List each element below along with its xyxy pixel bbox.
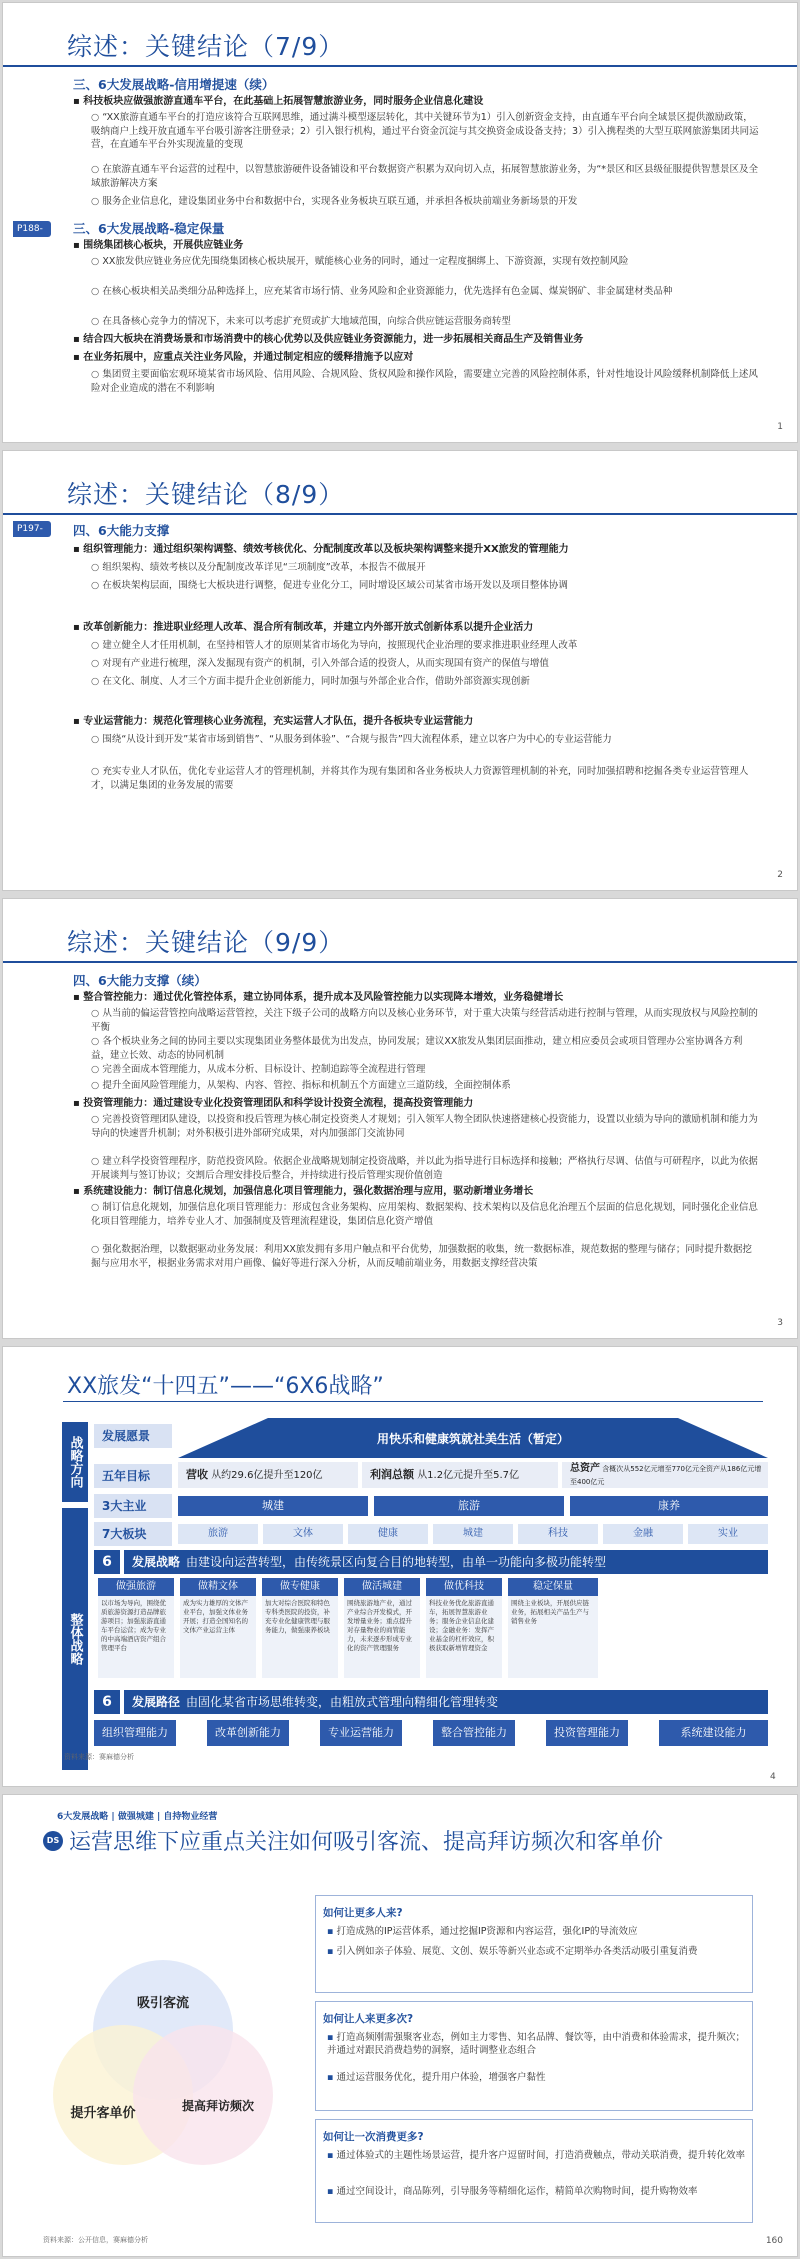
venn-circle-frequency [133, 2025, 273, 2165]
capability-box: 专业运营能力 [320, 1720, 402, 1746]
block-pill: 健康 [348, 1524, 428, 1544]
capability-box: 整合管控能力 [433, 1720, 515, 1746]
question-item: ▪ 通过运营服务优化，提升用户体验，增强客户黏性 [327, 2071, 747, 2084]
question-item: ▪ 通过体验式的主题性场景运营，提升客户逗留时间，打造消费触点，带动关联消费，提升转化效率 [327, 2149, 747, 2162]
strategy-column: 稳定保量 围绕主业板块，开展供应链业务，拓展相关产品生产与销售业务 [508, 1578, 598, 1678]
strategy-column: 做强旅游 以市场为导向，围绕优质旅游资源打造品牌旅游项目；加强旅游直通车平台运营；成为专业的中高端酒店资产组合管理平台 [98, 1578, 174, 1678]
sub-point: ○ 服务企业信息化，建设集团业务中台和数据中台，实现各业务板块互联互通，并承担各板块前端业务新场景的开发 [91, 195, 761, 209]
capability-box: 系统建设能力 [659, 1720, 768, 1746]
slide-summary-9 [2, 898, 798, 1339]
strategy-column: 做活城建 围绕旅游地产业，通过产业综合开发模式，开发增量业务；重点提升对存量物业的商管能力，未来逐步形成专业化的资产管理服务 [344, 1578, 420, 1678]
goal-assets: 总资产 含概次从552亿元增至770亿元全资产从186亿元增至400亿元 [562, 1462, 768, 1488]
venn-label-traffic: 吸引客流 [136, 1995, 190, 2010]
sub-point: ○ 围绕“从设计到开发”某省市场到销售”、“从服务到体验”、“合规与报告”四大流程体系，建立以客户为中心的专业运营能力 [91, 733, 761, 747]
sub-point: ○ 提升全面风险管理能力，从架构、内容、管控、指标和机制五个方面建立三道防线，全面控制体系 [91, 1079, 761, 1093]
sub-point: ○ “XX旅游直通车平台的打造应该符合互联网思维，通过满斗模型逐层转化，其中关键环节为1）引入创新资金支持，由直通车平台向全域景区提供激励政策，吸纳商户上线开放直通车平台吸引游客注册登录；2）引入银行机构，通过平台资金沉淀与其交换资金成设备支持；3）引入携程类的大型互联网旅游集团共同运营，在直通车平台外实现流量的变现 [91, 111, 761, 152]
sub-point: ○ 在具备核心竞争力的情况下，未来可以考虑扩充贸或扩大地域范围，向综合供应链运营服务商转型 [91, 315, 761, 329]
side-label-vision: 战略方向 [62, 1422, 88, 1502]
slide-title: 综述：关键结论（8/9） [67, 480, 345, 509]
key-point: ▪ 组织管理能力：通过组织架构调整、绩效考核优化、分配制度改革以及板块架构调整来提升XX旅发的管理能力 [73, 543, 773, 557]
venn-diagram [43, 1945, 303, 2175]
title-divider [3, 961, 798, 963]
sub-point: ○ 在板块架构层面，围绕七大板块进行调整，促进专业化分工，同时增设区域公司某省市场开发以及项目整体协调 [91, 579, 761, 593]
strategy-column: 做专健康 加大对综合医院和特色专科类医院的投资，补充专业化健康管理与服务能力，做强康养板块 [262, 1578, 338, 1678]
capability-box: 改革创新能力 [207, 1720, 289, 1746]
key-point: ▪ 投资管理能力：通过建设专业化投资管理团队和科学设计投资全流程，提高投资管理能力 [73, 1097, 773, 1111]
sub-point: ○ 在旅游直通车平台运营的过程中，以智慧旅游硬件设备铺设和平台数据资产积累为双向切入点，拓展智慧旅游业务，为“*景区和区县级征服提供智慧景区及全域旅游解决方案 [91, 163, 761, 190]
capability-band: 发展路径 由固化某省市场思维转变，由粗放式管理向精细化管理转变 [124, 1690, 768, 1714]
question-item: ▪ 打造高频刚需强聚客业态，例如主力零售、知名品牌、餐饮等，由中消费和体验需求，提升频次；并通过对跟民消费趋势的洞察，适时调整业态组合 [327, 2031, 747, 2057]
block-pill: 文体 [263, 1524, 343, 1544]
key-point: ▪ 改革创新能力：推进职业经理人改革、混合所有制改革，并建立内外部开放式创新体系以提升企业活力 [73, 621, 773, 635]
capability-box: 投资管理能力 [546, 1720, 628, 1746]
dev-strategy-band: 发展战略 由建设向运营转型，由传统景区向复合目的地转型，由单一功能向多极功能转型 [124, 1550, 768, 1574]
block-pill: 科技 [518, 1524, 598, 1544]
block-pill: 实业 [688, 1524, 768, 1544]
capability-count: 6 [94, 1690, 120, 1714]
question-heading: 如何让人来更多次? [323, 2013, 414, 2025]
slide-title: XX旅发“十四五”——“6X6战略” [67, 1374, 384, 1399]
row-label-goal: 五年目标 [94, 1464, 172, 1488]
strategy-count: 6 [94, 1550, 120, 1574]
strategy-column: 做优科技 科技业务优化旅游直通车，拓展智慧旅游业务；服务企业信息化建设；金融业务：发挥产业基金的杠杆效应，积极获取新增管理资金 [426, 1578, 502, 1678]
sub-point: ○ 组织架构、绩效考核以及分配制度改革详见“三项制度”改革，本报告不做展开 [91, 561, 761, 575]
main-business: 城建 [178, 1496, 368, 1516]
sub-point: ○ 各个板块业务之间的协同主要以实现集团业务整体最优为出发点，协同发展；建议XX旅发从集团层面推动，建立相应委员会或项目管理办公室协调各方利益，建立长效、动态的协同机制 [91, 1035, 761, 1062]
key-point: ▪ 专业运营能力：规范化管理核心业务流程，充实运营人才队伍，提升各板块专业运营能力 [73, 715, 773, 729]
goal-revenue: 营收 从约29.6亿提升至120亿 [178, 1462, 358, 1488]
sub-point: ○ 强化数据治理，以数据驱动业务发展：利用XX旅发拥有多用户触点和平台优势，加强数据的收集，统一数据标准，规范数据的整理与储存；同时提升数据挖掘与应用水平，根据业务需求对用户画像、偏好等进行深入分析，从而反哺前端业务，用数据支撑经营决策 [91, 1243, 761, 1270]
question-item: ▪ 通过空间设计，商品陈列，引导服务等精细化运作，精简单次购物时间，提升购物效率 [327, 2185, 747, 2198]
main-business: 旅游 [374, 1496, 564, 1516]
sub-point: ○ XX旅发供应链业务应优先围绕集团核心板块展开，赋能核心业务的同时，通过一定程度捆绑上、下游资源，实现有效控制风险 [91, 255, 761, 269]
venn-label-spend: 提升客单价 [70, 2105, 136, 2120]
block-pill: 金融 [603, 1524, 683, 1544]
section-badge: DS [43, 1831, 63, 1851]
section-heading: 四、6大能力支撑（续） [73, 973, 207, 988]
block-pill: 旅游 [178, 1524, 258, 1544]
slide-operation-focus [2, 1794, 798, 2257]
block-pill: 城建 [433, 1524, 513, 1544]
key-point: ▪ 系统建设能力：制订信息化规划，加强信息化项目管理能力，强化数据治理与应用，驱动新增业务增长 [73, 1185, 773, 1199]
key-point: ▪ 在业务拓展中，应重点关注业务风险，并通过制定相应的缓释措施予以应对 [73, 351, 773, 365]
strategy-column: 做精文体 成为实力雄厚的文体产业平台，加强文体业务开展；打造全国知名的文体产业运营主体 [180, 1578, 256, 1678]
key-point: ▪ 科技板块应做强旅游直通车平台，在此基础上拓展智慧旅游业务，同时服务企业信息化建设 [73, 95, 773, 109]
source-note: 资料来源：公开信息，赛麻德分析 [43, 2236, 148, 2244]
question-heading: 如何让更多人来? [323, 1907, 403, 1919]
page-number: 3 [777, 1318, 783, 1328]
source-note: 资料来源：赛麻德分析 [64, 1753, 134, 1761]
page-number: 2 [777, 870, 783, 880]
sub-point: ○ 制订信息化规划，加强信息化项目管理能力：形成包含业务架构、应用架构、数据架构、技术架构以及信息化治理五个层面的信息化规划，同时强化企业信息化项目管理能力，培养专业人才、加强制度及管理流程建设，集团信息化资产增值 [91, 1201, 761, 1228]
section-heading: 四、6大能力支撑 [73, 523, 170, 538]
breadcrumb: 6大发展战略 | 做强城建 | 自持物业经营 [57, 1812, 218, 1822]
sub-point: ○ 在文化、制度、人才三个方面丰提升企业创新能力，同时加强与外部企业合作，借助外部资源实现创新 [91, 675, 761, 689]
row-label-blocks: 7大板块 [94, 1522, 172, 1546]
capability-box: 组织管理能力 [94, 1720, 176, 1746]
sub-point: ○ 集团贸主要面临宏观环境某省市场风险、信用风险、合规风险、货权风险和操作风险，需要建立完善的风险控制体系，针对性地设计风险缓释机制降低上述风险对企业造成的潜在不利影响 [91, 368, 761, 395]
title-divider [63, 1401, 763, 1402]
row-label-main: 3大主业 [94, 1494, 172, 1518]
main-business: 康养 [570, 1496, 768, 1516]
slide-summary-7 [2, 2, 798, 443]
goal-profit: 利润总额 从1.2亿元提升至5.7亿 [362, 1462, 558, 1488]
page-number: 160 [765, 2236, 783, 2246]
question-item: ▪ 引入例如亲子体验、展览、文创、娱乐等新兴业态或不定期举办各类活动吸引重复消费 [327, 1945, 747, 1958]
key-point: ▪ 围绕集团核心板块，开展供应链业务 [73, 239, 773, 253]
title-divider [3, 65, 798, 67]
vision-text: 用快乐和健康筑就社美生活（暂定） [376, 1432, 569, 1446]
page-reference-tag: P188- [13, 221, 51, 237]
page-number: 1 [777, 422, 783, 432]
slide-title: 综述：关键结论（7/9） [67, 32, 345, 61]
slide-title: 综述：关键结论（9/9） [67, 928, 345, 957]
question-heading: 如何让一次消费更多? [323, 2131, 424, 2143]
row-label-vision: 发展愿景 [94, 1424, 172, 1448]
sub-point: ○ 在核心板块相关品类细分品种选择上，应充某省市场行情、业务风险和企业资源能力，优先选择有色金属、煤炭钢矿、非金属建材类品种 [91, 285, 761, 299]
section-heading: 三、6大发展战略-稳定保量 [73, 221, 225, 236]
section-heading: 三、6大发展战略-信用增提速（续） [73, 77, 275, 92]
venn-label-frequency: 提高拜访频次 [181, 2099, 255, 2113]
sub-point: ○ 建立科学投资管理程序，防范投资风险。依据企业战略规划制定投资战略，并以此为指导进行目标选择和接触；严格执行尽调、估值与可研程序，以此为依据开展谈判与签订协议；交割后合理安排投后整合，并持续进行投后管理实现价值创造 [91, 1155, 761, 1182]
page-number: 4 [770, 1772, 776, 1782]
sub-point: ○ 从当前的偏运营管控向战略运营管控，关注下级子公司的战略方向以及核心业务环节，对于重大决策与经营活动进行控制与管理，从而实现放权与风险控制的平衡 [91, 1007, 761, 1034]
sub-point: ○ 对现有产业进行梳理，深入发掘现有资产的机制，引入外部合适的投资人，从而实现国有资产的保值与增值 [91, 657, 761, 671]
sub-point: ○ 完善全面成本管理能力，从成本分析、目标设计、控制追踪等全流程进行管理 [91, 1063, 761, 1077]
page-reference-tag: P197- [13, 521, 51, 537]
slide-summary-8 [2, 450, 798, 891]
key-point: ▪ 结合四大板块在消费场景和市场消费中的核心优势以及供应链业务资源能力，进一步拓展相关商品生产及销售业务 [73, 333, 773, 347]
sub-point: ○ 完善投资管理团队建设，以投资和投后管理为核心制定投资类人才规划；引入领军人物全团队快速搭建核心投资能力，设置以业绩为导向的激励机制和能力为导向的快速晋升机制；对外积极引进外部研究成果，对内加强部门交流协同 [91, 1113, 761, 1140]
title-divider [3, 513, 798, 515]
sub-point: ○ 充实专业人才队伍，优化专业运营人才的管理机制，并将其作为现有集团和各业务板块人力资源管理机制的补充，同时加强招聘和挖掘各类专业运营管理人才，以满足集团的业务发展的需要 [91, 765, 761, 792]
question-item: ▪ 打造成熟的IP运营体系，通过挖掘IP资源和内容运营，强化IP的导流效应 [327, 1925, 747, 1938]
sub-point: ○ 建立健全人才任用机制，在坚持相管人才的原则某省市场化为导向，按照现代企业治理的要求推进职业经理人改革 [91, 639, 761, 653]
side-label-overall: 整体战略 [62, 1508, 88, 1770]
slide-title: 运营思维下应重点关注如何吸引客流、提高拜访频次和客单价 [69, 1830, 664, 1855]
key-point: ▪ 整合管控能力：通过优化管控体系，建立协同体系，提升成本及风险管控能力以实现降本增效，业务稳健增长 [73, 991, 773, 1005]
